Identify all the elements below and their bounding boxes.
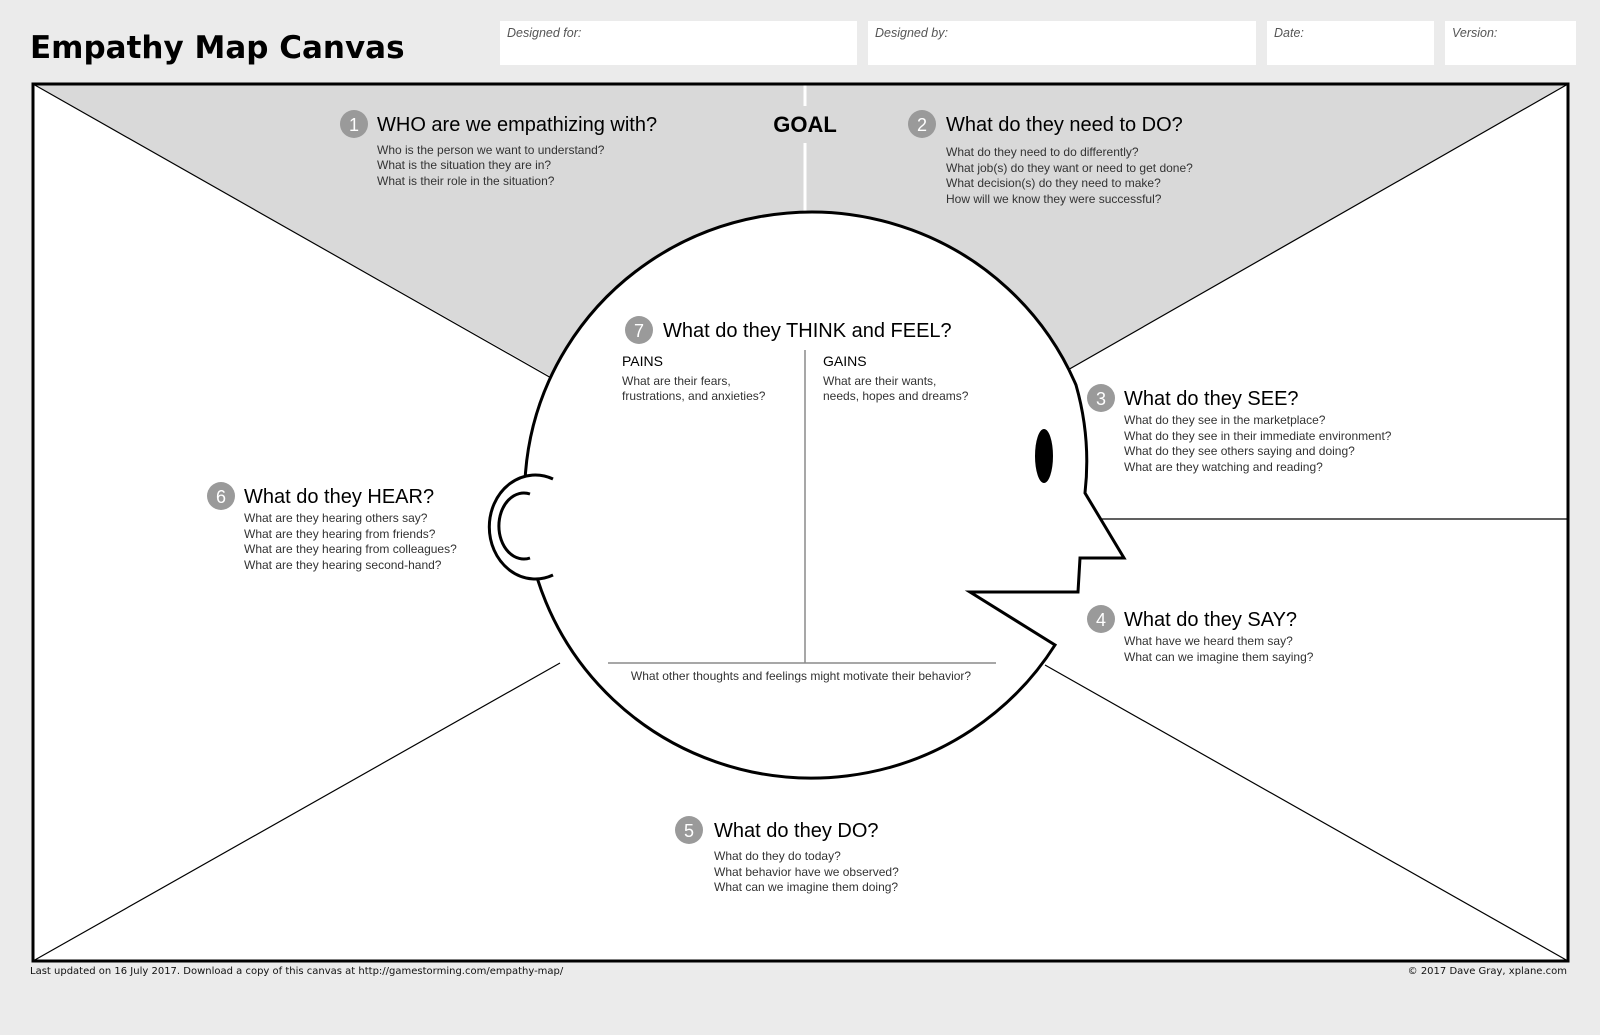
hear-heading: What do they HEAR? — [244, 486, 435, 508]
say-question: What have we heard them say? — [1124, 634, 1293, 648]
see-question: What are they watching and reading? — [1124, 460, 1323, 474]
do-heading: What do they DO? — [714, 820, 879, 842]
need-to-do-question: What do they need to do differently? — [946, 145, 1139, 159]
designed-for-label: Designed for: — [507, 26, 582, 40]
date-label: Date: — [1274, 26, 1304, 40]
see-question: What do they see others saying and doing? — [1124, 444, 1355, 458]
hear-question: What are they hearing others say? — [244, 511, 428, 525]
need-to-do-question: What decision(s) do they need to make? — [946, 176, 1161, 190]
motivation-question: What other thoughts and feelings might motivate their behavior? — [630, 669, 972, 683]
say-question: What can we imagine them saying? — [1124, 650, 1314, 664]
footer-updated-text: Last updated on 16 July 2017. Download a copy of this canvas at http://gamestorming.com/empathy-map/ — [30, 966, 564, 977]
designed-by-label: Designed by: — [875, 26, 948, 40]
gains-question: What are their wants, — [823, 374, 937, 388]
badge-1-number: 1 — [348, 115, 360, 135]
badge-5-number: 5 — [683, 821, 695, 841]
who-question: Who is the person we want to understand? — [377, 143, 605, 157]
hear-question: What are they hearing from colleagues? — [244, 542, 457, 556]
gains-question: needs, hopes and dreams? — [823, 389, 969, 403]
version-label: Version: — [1452, 26, 1498, 40]
see-question: What do they see in their immediate environment? — [1124, 429, 1392, 443]
badge-6-number: 6 — [215, 487, 227, 507]
eye-shape — [1035, 429, 1053, 483]
pains-question: frustrations, and anxieties? — [622, 389, 766, 403]
badge-3-number: 3 — [1095, 389, 1107, 409]
do-question: What behavior have we observed? — [714, 865, 899, 879]
goal-label: GOAL — [773, 112, 837, 137]
pains-label: PAINS — [622, 353, 663, 369]
pains-question: What are their fears, — [622, 374, 731, 388]
footer-copyright-text: © 2017 Dave Gray, xplane.com — [1407, 966, 1567, 977]
need-to-do-heading: What do they need to DO? — [946, 114, 1183, 136]
think-feel-heading: What do they THINK and FEEL? — [663, 320, 952, 342]
gains-label: GAINS — [823, 353, 867, 369]
page-title: Empathy Map Canvas — [30, 30, 405, 66]
do-question: What do they do today? — [714, 849, 841, 863]
see-question: What do they see in the marketplace? — [1124, 413, 1326, 427]
hear-question: What are they hearing second-hand? — [244, 558, 442, 572]
badge-2-number: 2 — [916, 115, 928, 135]
need-to-do-question: How will we know they were successful? — [946, 192, 1162, 206]
badge-7-number: 7 — [633, 321, 645, 341]
badge-4-number: 4 — [1095, 610, 1107, 630]
need-to-do-question: What job(s) do they want or need to get done? — [946, 161, 1193, 175]
who-question: What is the situation they are in? — [377, 158, 552, 172]
say-heading: What do they SAY? — [1124, 609, 1298, 631]
see-heading: What do they SEE? — [1124, 388, 1299, 410]
who-question: What is their role in the situation? — [377, 174, 555, 188]
hear-question: What are they hearing from friends? — [244, 527, 436, 541]
section-hear — [207, 482, 457, 572]
who-heading: WHO are we empathizing with? — [377, 114, 658, 136]
do-question: What can we imagine them doing? — [714, 880, 899, 894]
